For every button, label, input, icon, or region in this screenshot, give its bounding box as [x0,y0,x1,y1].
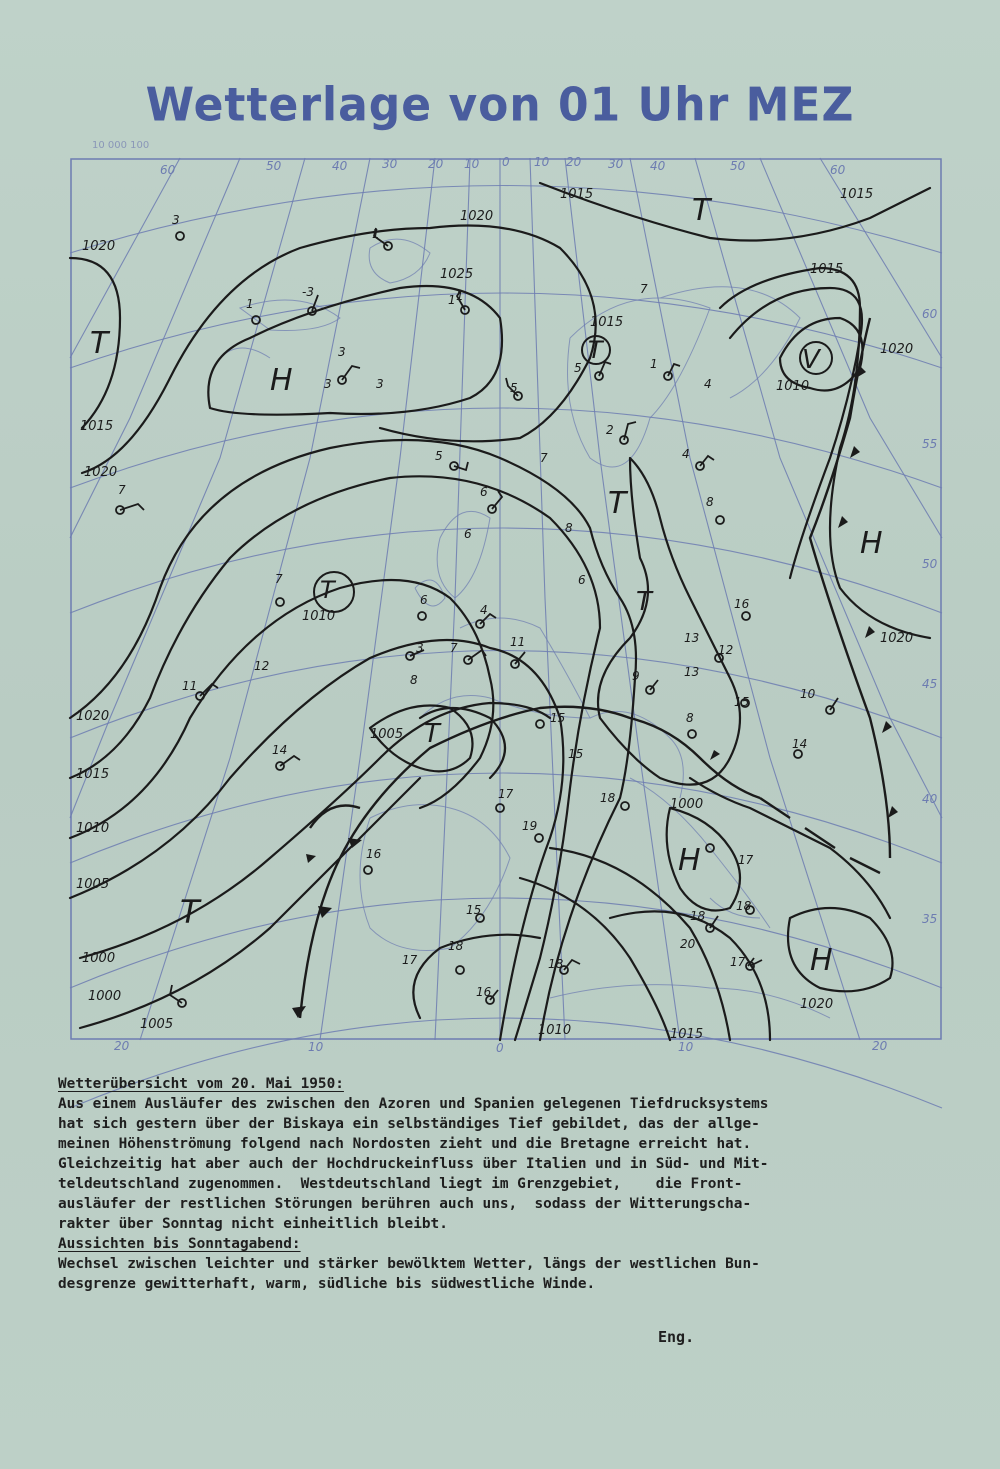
svg-text:18: 18 [548,957,564,971]
svg-text:1020: 1020 [84,465,118,480]
svg-text:16: 16 [366,847,382,861]
svg-text:1005: 1005 [140,1017,174,1032]
longitude-labels-bottom [114,1039,888,1055]
station-markers [116,232,834,1007]
svg-text:0: 0 [496,1041,504,1055]
svg-text:0: 0 [502,155,510,169]
svg-text:10: 10 [464,157,480,171]
svg-text:55: 55 [922,437,938,451]
svg-text:3: 3 [376,377,384,391]
svg-text:-3: -3 [302,285,314,299]
svg-text:16: 16 [476,985,492,999]
svg-text:1020: 1020 [880,342,914,357]
svg-text:6: 6 [578,573,586,587]
svg-text:6: 6 [480,485,488,499]
svg-text:4: 4 [480,603,488,617]
svg-text:40: 40 [922,792,938,806]
svg-text:9: 9 [632,669,640,683]
svg-text:1005: 1005 [370,727,404,742]
report-line: meinen Höhenströmung folgend nach Nordosten zieht und die Bretagne erreicht hat. [58,1136,752,1152]
report-line: ausläufer der restlichen Störungen berühren auch uns, sodass der Witterungscha- [58,1196,752,1212]
svg-text:8: 8 [410,673,418,687]
svg-text:6: 6 [464,527,472,541]
svg-text:1015: 1015 [840,187,874,202]
svg-text:15: 15 [568,747,584,761]
svg-text:18: 18 [600,791,616,805]
svg-text:17: 17 [738,853,754,867]
svg-text:T: T [692,193,711,228]
svg-text:3: 3 [338,345,346,359]
svg-text:T: T [424,719,440,749]
svg-text:10: 10 [800,687,816,701]
svg-text:20: 20 [872,1039,888,1053]
outlook-line: Wechsel zwischen leichter und stärker bewölktem Wetter, längs der westlichen Bun- [58,1256,760,1272]
outlook-line: desgrenze gewitterhaft, warm, südliche bis südwestliche Winde. [58,1276,596,1292]
svg-text:5: 5 [510,381,518,395]
svg-text:1015: 1015 [810,262,844,277]
svg-text:T: T [588,336,603,364]
svg-text:40: 40 [332,159,348,173]
svg-text:1: 1 [456,289,464,303]
svg-text:17: 17 [402,953,418,967]
svg-text:1015: 1015 [670,1027,704,1042]
svg-text:8: 8 [565,521,573,535]
svg-text:1010: 1010 [538,1023,572,1038]
svg-text:4: 4 [682,447,690,461]
svg-text:5: 5 [574,361,582,375]
svg-text:30: 30 [608,157,624,171]
svg-text:10: 10 [534,155,550,169]
svg-text:V: V [802,345,820,375]
svg-text:1025: 1025 [440,267,474,282]
svg-text:3: 3 [324,377,332,391]
report-line: hat sich gestern über der Biskaya ein selbständiges Tief gebildet, das der allge- [58,1116,760,1132]
isobar-labels [76,187,913,1042]
svg-text:H: H [678,843,701,878]
weather-report [58,1074,958,1294]
stamp-note: 10 000 100 [92,140,150,151]
svg-text:12: 12 [718,643,734,657]
report-line: Gleichzeitig hat aber auch der Hochdruckeinfluss über Italien und in Süd- und Mit- [58,1156,769,1172]
svg-text:20: 20 [114,1039,130,1053]
svg-text:1000: 1000 [670,797,704,812]
svg-text:11: 11 [182,679,198,693]
svg-text:20: 20 [428,157,444,171]
svg-text:30: 30 [382,157,398,171]
svg-text:15: 15 [550,711,566,725]
svg-text:60: 60 [830,163,846,177]
svg-text:T: T [320,576,335,604]
svg-text:45: 45 [922,677,938,691]
svg-text:60: 60 [160,163,176,177]
report-line: Aus einem Ausläufer des zwischen den Azoren und Spanien gelegenen Tiefdrucksystems [58,1096,769,1112]
svg-text:1010: 1010 [776,379,810,394]
svg-text:1020: 1020 [800,997,834,1012]
svg-text:1020: 1020 [880,631,914,646]
svg-text:1: 1 [650,357,658,371]
svg-text:7: 7 [275,572,283,586]
svg-text:18: 18 [448,939,464,953]
svg-text:7: 7 [118,483,126,497]
station-values [118,213,820,999]
svg-text:T: T [90,326,109,361]
svg-text:20: 20 [566,155,582,169]
svg-text:14: 14 [272,743,288,757]
svg-text:6: 6 [420,593,428,607]
svg-text:H: H [270,363,293,398]
low-center-atlantic: T [180,893,200,931]
svg-text:1020: 1020 [76,709,110,724]
svg-text:5: 5 [435,449,443,463]
svg-text:12: 12 [254,659,270,673]
svg-text:13: 13 [684,665,700,679]
svg-text:1000: 1000 [82,951,116,966]
latitude-labels-right [922,307,938,926]
svg-text:19: 19 [522,819,538,833]
svg-text:20: 20 [680,937,696,951]
svg-text:17: 17 [730,955,746,969]
svg-text:1015: 1015 [590,315,624,330]
svg-text:35: 35 [922,912,938,926]
svg-text:17: 17 [498,787,514,801]
svg-text:2: 2 [606,423,614,437]
signature: Eng. [658,1328,695,1346]
svg-text:1000: 1000 [88,989,122,1004]
svg-text:1015: 1015 [560,187,594,202]
svg-text:50: 50 [922,557,938,571]
svg-text:1015: 1015 [76,767,110,782]
svg-text:1005: 1005 [76,877,110,892]
svg-text:7: 7 [540,451,548,465]
report-line: teldeutschland zugenommen. Westdeutschland liegt im Grenzgebiet, die Front- [58,1176,743,1192]
svg-text:T: T [608,486,627,521]
page-title: Wetterlage von 01 Uhr MEZ [145,78,855,133]
svg-text:1010: 1010 [302,609,336,624]
svg-text:1010: 1010 [76,821,110,836]
svg-text:7: 7 [450,641,458,655]
report-line: rakter über Sonntag nicht einheitlich bleibt. [58,1216,448,1232]
svg-text:4: 4 [704,377,712,391]
svg-text:H: H [810,943,833,978]
report-heading: Wetterübersicht vom 20. Mai 1950: [58,1076,344,1092]
svg-text:15: 15 [466,903,482,917]
svg-text:H: H [860,526,883,561]
svg-text:15: 15 [734,695,750,709]
svg-text:1: 1 [448,293,456,307]
svg-text:14: 14 [792,737,808,751]
svg-text:1015: 1015 [80,419,114,434]
svg-text:18: 18 [736,899,752,913]
svg-text:7: 7 [640,282,648,296]
svg-text:1020: 1020 [460,209,494,224]
svg-text:1: 1 [372,227,380,241]
svg-text:13: 13 [684,631,700,645]
svg-text:8: 8 [686,711,694,725]
svg-text:40: 40 [650,159,666,173]
svg-text:3: 3 [416,641,424,655]
svg-text:11: 11 [510,635,526,649]
weather-map [70,155,942,1055]
svg-text:10: 10 [308,1040,324,1054]
svg-text:1: 1 [246,297,254,311]
svg-text:3: 3 [172,213,180,227]
wind-barbs [120,228,838,1003]
svg-text:8: 8 [706,495,714,509]
svg-text:50: 50 [730,159,746,173]
svg-text:1020: 1020 [82,239,116,254]
svg-text:18: 18 [690,909,706,923]
outlook-heading: Aussichten bis Sonntagabend: [58,1236,301,1252]
svg-text:T: T [636,587,652,617]
svg-text:50: 50 [266,159,282,173]
svg-text:10: 10 [678,1040,694,1054]
svg-text:60: 60 [922,307,938,321]
svg-text:16: 16 [734,597,750,611]
